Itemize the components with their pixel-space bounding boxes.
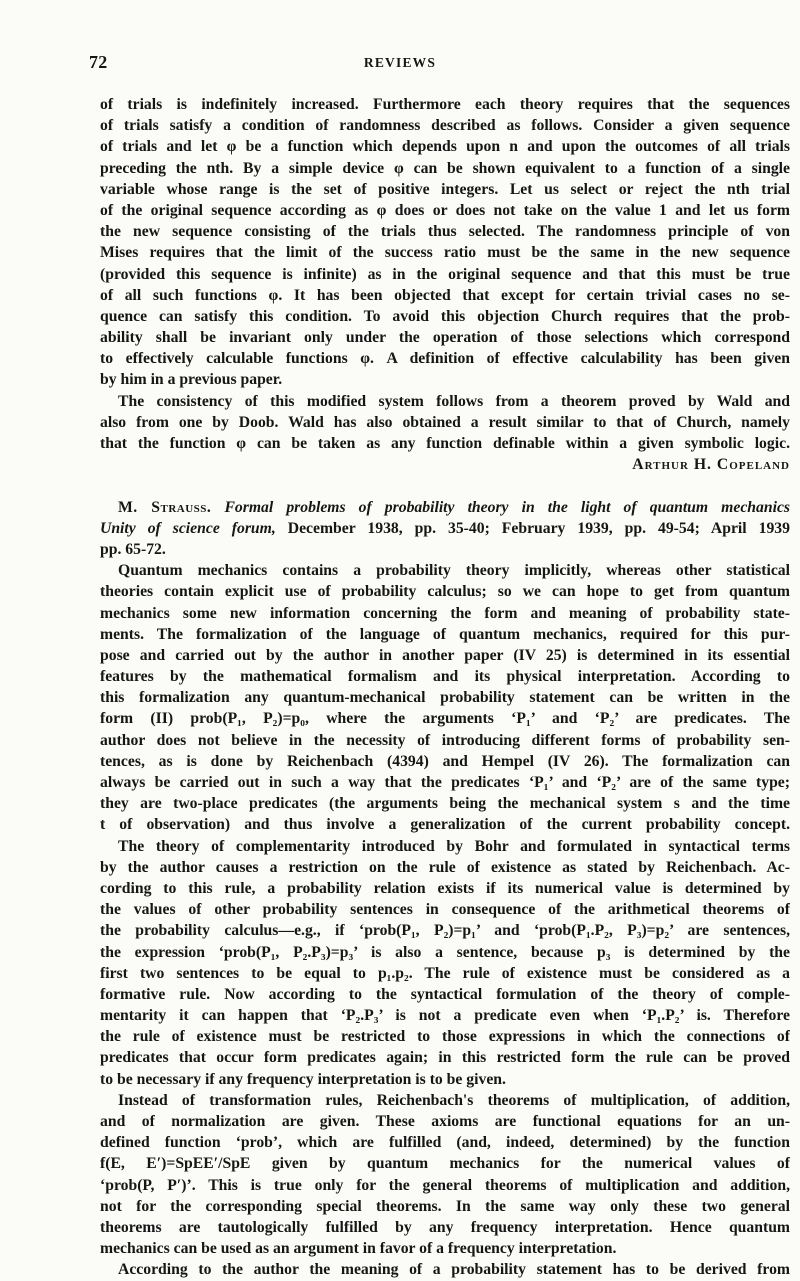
citation-journal: Unity of science forum, <box>100 519 276 537</box>
text-line: mentarity it can happen that ‘P₂.P₃’ is not a predicate even when ‘P₁.P₂’ is. Therefore <box>100 1007 790 1025</box>
text-line: theorems are tautologically fulfilled by any frequency interpretation. Hence quantum <box>100 1218 790 1236</box>
text-line: f(E, E′)=SpEE′/SpE given by quantum mechanics for the numerical values of <box>100 1155 790 1173</box>
text-line: formative rule. Now according to the syntactical formulation of the theory of comple- <box>100 985 790 1003</box>
text-line: mechanics some new information concerning the form and meaning of probability state- <box>100 604 790 622</box>
text-line: the values of other probability sentences in consequence of the arithmetical theorems of <box>100 901 790 919</box>
text-line: not for the corresponding special theorems. In the same way only these two general <box>100 1197 790 1215</box>
citation-line <box>100 497 790 518</box>
text-line: and of normalization are given. These axioms are functional equations for an un- <box>100 1113 790 1130</box>
citation-dates: December 1938, pp. 35-40; February 1939, pp. 49-54; April 1939 <box>287 519 790 537</box>
text-line: predicates that occur form predicates again; in this restricted form the rule can be proved <box>100 1049 790 1067</box>
text-line: mechanics can be used as an argument in favor of a frequency interpretation. <box>100 1240 617 1258</box>
text-line: Instead of transformation rules, Reichenbach's theorems of multiplication, of addition, <box>118 1091 790 1109</box>
text-line: of trials and let φ be a function which depends upon n and upon the outcomes of all trials <box>100 138 790 156</box>
text-line: form (II) prob(P₁, P₂)=p₀, where the arguments ‘P₁’ and ‘P₂’ are predicates. The <box>100 710 790 728</box>
citation-author: M. Strauss. <box>118 498 212 516</box>
text-body <box>100 94 790 1281</box>
citation-line <box>100 518 790 539</box>
text-line: tences, as is done by Reichenbach (4394) and Hempel (IV 26). The formalization can <box>100 752 790 770</box>
text-line: features by the mathematical formalism and its physical interpretation. According to <box>100 668 790 686</box>
text-line: they are two-place predicates (the arguments being the mechanical system s and the time <box>100 795 790 813</box>
text-line: always be carried out in such a way that the predicates ‘P₁’ and ‘P₂’ are of the same type; <box>100 774 790 791</box>
text-line: the new sequence consisting of the trials thus selected. The randomness principle of von <box>100 223 790 241</box>
text-line: cording to this rule, a probability relation exists if its numerical value is determined by <box>100 879 790 897</box>
text-line: of the original sequence according as φ does or does not take on the value 1 and let us form <box>100 201 790 219</box>
text-line: According to the author the meaning of a probability statement has to be derived from <box>118 1261 790 1279</box>
text-line: pp. 65-72. <box>100 540 166 558</box>
page-number: 72 <box>89 52 108 72</box>
text-line: the expression ‘prob(P₁, P₂.P₃)=p₃’ is also a sentence, because p₃ is determined by the <box>100 943 790 961</box>
text-line: first two sentences to be equal to p₁.p₂. The rule of existence must be considered as a <box>100 964 790 982</box>
text-line: ‘prob(P, P′)’. This is true only for the general theorems of multiplication and addition, <box>100 1176 790 1194</box>
text-line: the rule of existence must be restricted to those expressions in which the connections of <box>100 1028 790 1046</box>
text-line: of all such functions φ. It has been objected that except for certain trivial cases no se- <box>100 286 790 304</box>
text-line: to effectively calculable functions φ. A definition of effective calculability has been given <box>100 350 790 368</box>
text-line: that the function φ can be taken as any function definable within a given symbolic logic. <box>100 435 790 452</box>
text-line: theories contain explicit use of probability calculus; so we can hope to get from quantum <box>100 583 790 601</box>
text-line: (provided this sequence is infinite) as in the original sequence and that this must be true <box>100 265 790 283</box>
text-line: Quantum mechanics contains a probability theory implicitly, whereas other statistical <box>118 562 790 580</box>
text-line: ments. The formalization of the language of quantum mechanics, required for this pur- <box>100 625 790 643</box>
text-line: preceding the nth. By a simple device φ can be shown equivalent to a function of a single <box>100 159 790 177</box>
text-line: of trials is indefinitely increased. Furthermore each theory requires that the sequences <box>100 96 790 113</box>
text-line: t of observation) and thus involve a generalization of the current probability concept. <box>100 816 790 834</box>
text-line: pose and carried out by the author in another paper (IV 25) is determined in its essential <box>100 646 790 664</box>
text-line: The consistency of this modified system follows from a theorem proved by Wald and <box>118 392 790 410</box>
text-line: ability shall be invariant only under the operation of those selections which correspond <box>100 329 790 347</box>
text-line: also from one by Doob. Wald has also obtained a result similar to that of Church, namely <box>100 413 790 431</box>
text-line: quence can satisfy this condition. To avoid this objection Church requires that the prob- <box>100 307 790 325</box>
text-line: to be necessary if any frequency interpretation is to be given. <box>100 1070 506 1088</box>
blank-line <box>100 475 790 496</box>
text-line: the probability calculus—e.g., if ‘prob(P₁, P₂)=p₁’ and ‘prob(P₁.P₂, P₃)=p₂’ are sentences, <box>100 922 790 940</box>
text-line: The theory of complementarity introduced by Bohr and formulated in syntactical terms <box>118 837 790 855</box>
text-line: this formalization any quantum-mechanical probability statement can be written in the <box>100 689 790 707</box>
text-line: by the author causes a restriction on the rule of existence as stated by Reichenbach. Ac- <box>100 858 790 876</box>
citation-title: Formal problems of probability theory in the light of quantum mechanics <box>224 498 790 516</box>
running-head: REVIEWS <box>363 55 437 70</box>
text-line: variable whose range is the set of positive integers. Let us select or reject the nth trial <box>100 180 790 198</box>
text-line: defined function ‘prob’, which are fulfilled (and, indeed, determined) by the function <box>100 1134 790 1152</box>
reviewer-signature: Arthur H. Copeland <box>632 456 790 474</box>
text-line: of trials satisfy a condition of randomness described as follows. Consider a given sequence <box>100 117 790 135</box>
text-line: Mises requires that the limit of the success ratio must be the same in the new sequence <box>100 244 790 262</box>
text-line: by him in a previous paper. <box>100 371 283 389</box>
text-line: author does not believe in the necessity of introducing different forms of probability sen- <box>100 731 790 749</box>
